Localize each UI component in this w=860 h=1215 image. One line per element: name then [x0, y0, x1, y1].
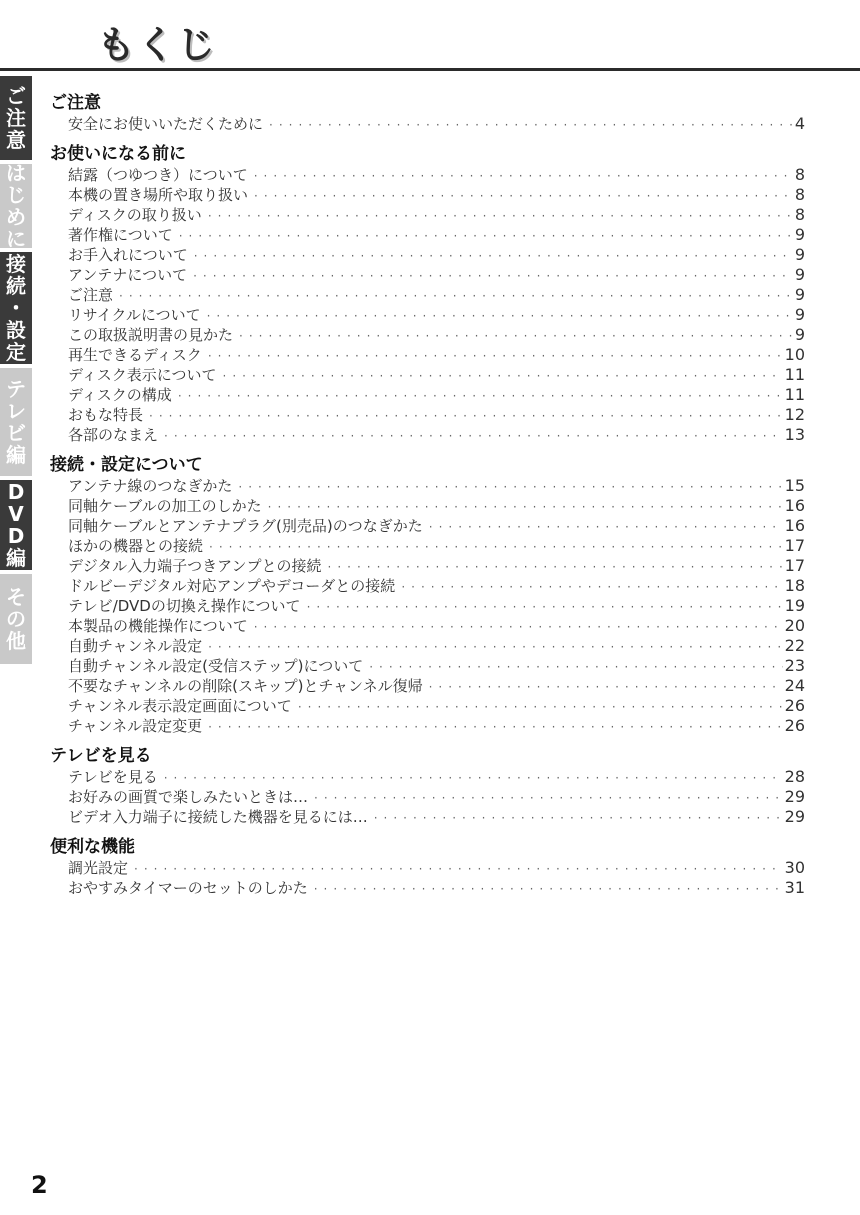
entry-page-number: 30 — [784, 858, 805, 877]
entry-title: アンテナ線のつなぎかた — [68, 477, 233, 495]
section-title: 便利な機能 — [50, 837, 135, 857]
toc-entry[interactable] — [50, 165, 805, 185]
entry-title: テレビ/DVDの切換え操作について — [68, 597, 301, 615]
table-of-contents — [50, 92, 805, 907]
dot-leader — [254, 617, 783, 637]
entry-page-number: 9 — [794, 245, 805, 264]
sidebar-tab-char: 設 — [6, 318, 26, 342]
title-rule — [0, 68, 860, 71]
toc-entry[interactable] — [50, 245, 805, 265]
sidebar-tab-char: 編 — [6, 443, 26, 467]
toc-section — [50, 454, 805, 736]
entry-title: お好みの画質で楽しみたいときは… — [68, 788, 309, 806]
toc-entry[interactable] — [50, 576, 805, 596]
entry-title: おもな特長 — [68, 406, 144, 424]
entry-title: お手入れについて — [68, 246, 188, 264]
toc-entry[interactable] — [50, 636, 805, 656]
entry-page-number: 15 — [784, 476, 805, 495]
entry-page-number: 11 — [784, 365, 805, 384]
sidebar-tab-char: テ — [6, 377, 26, 401]
sidebar-tab[interactable] — [0, 161, 32, 251]
entry-page-number: 29 — [784, 807, 805, 826]
dot-leader — [369, 657, 782, 677]
entry-title: 本製品の機能操作について — [68, 617, 248, 635]
entry-title: テレビを見る — [68, 768, 158, 786]
section-title: テレビを見る — [50, 746, 152, 766]
dot-leader — [178, 386, 783, 406]
toc-entry[interactable] — [50, 476, 805, 496]
entry-title: 自動チャンネル設定 — [68, 637, 203, 655]
dot-leader — [238, 477, 782, 497]
toc-entry[interactable] — [50, 878, 805, 898]
sidebar-tab-char: 他 — [6, 629, 26, 653]
entry-page-number: 16 — [784, 496, 805, 515]
dot-leader — [208, 717, 783, 737]
toc-entry[interactable] — [50, 676, 805, 696]
toc-entry[interactable] — [50, 285, 805, 305]
sidebar-tab-char: め — [6, 205, 26, 229]
toc-entry[interactable] — [50, 365, 805, 385]
entry-page-number: 19 — [784, 596, 805, 615]
sidebar-tab-char: ご — [6, 84, 26, 108]
entry-page-number: 9 — [794, 285, 805, 304]
entry-title: ドルビーデジタル対応アンプやデコーダとの接続 — [68, 577, 396, 595]
entry-page-number: 8 — [794, 205, 805, 224]
sidebar-tab[interactable] — [0, 480, 32, 570]
sidebar-tab-char: レ — [6, 399, 26, 423]
dot-leader — [149, 406, 783, 426]
section-title: 接続・設定について — [50, 455, 203, 475]
section-title: お使いになる前に — [50, 144, 186, 164]
dot-leader — [179, 226, 793, 246]
dot-leader — [254, 186, 793, 206]
entry-title: 同軸ケーブルとアンテナプラグ(別売品)のつなぎかた — [68, 517, 423, 535]
dot-leader — [194, 246, 793, 266]
toc-entry[interactable] — [50, 807, 805, 827]
sidebar-tab-char: 定 — [6, 340, 26, 364]
entry-page-number: 16 — [784, 516, 805, 535]
dot-leader — [429, 677, 783, 697]
toc-entry[interactable] — [50, 536, 805, 556]
sidebar-tab-char: そ — [6, 585, 26, 609]
entry-page-number: 4 — [794, 114, 805, 133]
sidebar-tab-char: 注 — [6, 106, 26, 130]
page-title: もくじ — [97, 23, 218, 67]
entry-page-number: 22 — [784, 636, 805, 655]
toc-entry[interactable] — [50, 114, 805, 134]
entry-page-number: 29 — [784, 787, 805, 806]
toc-entry[interactable] — [50, 385, 805, 405]
dot-leader — [298, 697, 783, 717]
entry-page-number: 17 — [784, 536, 805, 555]
entry-page-number: 11 — [784, 385, 805, 404]
entry-page-number: 12 — [784, 405, 805, 424]
sidebar-tab-char: 意 — [6, 128, 26, 152]
sidebar-tab-char: ビ — [6, 421, 26, 445]
toc-entry[interactable] — [50, 185, 805, 205]
sidebar-tab-char: V — [8, 502, 24, 526]
dot-leader — [314, 788, 783, 808]
dot-leader — [254, 166, 793, 186]
entry-title: リサイクルについて — [68, 306, 201, 324]
dot-leader — [429, 517, 783, 537]
dot-leader — [307, 597, 783, 617]
dot-leader — [193, 266, 793, 286]
dot-leader — [401, 577, 782, 597]
entry-page-number: 23 — [784, 656, 805, 675]
toc-entry[interactable] — [50, 265, 805, 285]
sidebar-index — [0, 76, 32, 668]
toc-entry[interactable] — [50, 616, 805, 636]
entry-page-number: 13 — [784, 425, 805, 444]
entry-title: 各部のなまえ — [68, 426, 159, 444]
toc-entry[interactable] — [50, 787, 805, 807]
dot-leader — [208, 346, 783, 366]
entry-title: 結露（つゆつき）について — [68, 166, 248, 184]
entry-page-number: 18 — [784, 576, 805, 595]
sidebar-tab-char: ・ — [6, 296, 26, 320]
entry-title: デジタル入力端子つきアンプとの接続 — [68, 557, 322, 575]
entry-page-number: 20 — [784, 616, 805, 635]
entry-title: アンテナについて — [68, 266, 188, 284]
entry-title: チャンネル設定変更 — [68, 717, 203, 735]
toc-entry[interactable] — [50, 656, 805, 676]
toc-entry[interactable] — [50, 716, 805, 736]
toc-entry[interactable] — [50, 405, 805, 425]
toc-section — [50, 92, 805, 134]
toc-entry[interactable] — [50, 858, 805, 878]
sidebar-tab-char: は — [6, 161, 26, 185]
toc-entry[interactable] — [50, 767, 805, 787]
entry-title: 不要なチャンネルの削除(スキップ)とチャンネル復帰 — [68, 677, 423, 695]
toc-entry[interactable] — [50, 696, 805, 716]
entry-title: ご注意 — [68, 286, 114, 304]
sidebar-tab-char: D — [7, 480, 25, 504]
toc-entry[interactable] — [50, 205, 805, 225]
toc-section — [50, 143, 805, 445]
section-title: ご注意 — [50, 93, 101, 113]
entry-page-number: 10 — [784, 345, 805, 364]
entry-title: 本機の置き場所や取り扱い — [68, 186, 249, 204]
sidebar-tab-char: D — [7, 524, 25, 548]
toc-entry[interactable] — [50, 325, 805, 345]
entry-title: 同軸ケーブルの加工のしかた — [68, 497, 262, 515]
dot-leader — [208, 637, 783, 657]
dot-leader — [314, 879, 783, 899]
entry-page-number: 28 — [784, 767, 805, 786]
sidebar-tab[interactable] — [0, 574, 32, 664]
dot-leader — [268, 497, 783, 517]
entry-title: 安全にお使いいただくために — [68, 115, 264, 133]
dot-leader — [328, 557, 783, 577]
dot-leader — [374, 808, 783, 828]
toc-entry[interactable] — [50, 345, 805, 365]
sidebar-tab[interactable] — [0, 76, 32, 160]
toc-section — [50, 836, 805, 898]
dot-leader — [208, 206, 793, 226]
sidebar-tab[interactable] — [0, 368, 32, 476]
dot-leader — [119, 286, 793, 306]
dot-leader — [209, 537, 783, 557]
toc-entry[interactable] — [50, 556, 805, 576]
entry-page-number: 9 — [794, 325, 805, 344]
sidebar-tab-char: に — [6, 227, 26, 251]
dot-leader — [207, 306, 793, 326]
dot-leader — [239, 326, 793, 346]
entry-title: 著作権について — [68, 226, 173, 244]
sidebar-tab-char: 続 — [6, 274, 26, 298]
dot-leader — [164, 426, 783, 446]
dot-leader — [269, 115, 793, 135]
toc-entry[interactable] — [50, 516, 805, 536]
toc-entry[interactable] — [50, 225, 805, 245]
entry-title: チャンネル表示設定画面について — [68, 697, 292, 715]
entry-title: おやすみタイマーのセットのしかた — [68, 879, 308, 897]
toc-entry[interactable] — [50, 305, 805, 325]
entry-title: この取扱説明書の見かた — [68, 326, 234, 344]
entry-page-number: 31 — [784, 878, 805, 897]
dot-leader — [223, 366, 783, 386]
sidebar-tab-char: 接 — [6, 252, 26, 276]
sidebar-tab-char: 編 — [6, 546, 26, 570]
entry-page-number: 17 — [784, 556, 805, 575]
toc-entry[interactable] — [50, 425, 805, 445]
entry-title: ディスクの取り扱い — [68, 206, 202, 224]
entry-title: ビデオ入力端子に接続した機器を見るには… — [68, 808, 368, 826]
entry-title: 自動チャンネル設定(受信ステップ)について — [68, 657, 364, 675]
entry-page-number: 24 — [784, 676, 805, 695]
entry-page-number: 8 — [794, 185, 805, 204]
dot-leader — [164, 768, 783, 788]
toc-section — [50, 745, 805, 827]
entry-title: ほかの機器との接続 — [68, 537, 204, 555]
entry-title: ディスク表示について — [68, 366, 217, 384]
entry-page-number: 9 — [794, 265, 805, 284]
toc-entry[interactable] — [50, 496, 805, 516]
entry-page-number: 26 — [784, 696, 805, 715]
entry-title: 調光設定 — [68, 859, 129, 877]
page-number: 2 — [31, 1171, 48, 1199]
sidebar-tab-char: じ — [6, 183, 26, 207]
sidebar-tab[interactable] — [0, 252, 32, 364]
entry-page-number: 9 — [794, 225, 805, 244]
entry-page-number: 9 — [794, 305, 805, 324]
sidebar-tab-char: の — [6, 607, 26, 631]
toc-entry[interactable] — [50, 596, 805, 616]
entry-page-number: 26 — [784, 716, 805, 735]
entry-title: 再生できるディスク — [68, 346, 202, 364]
entry-title: ディスクの構成 — [68, 386, 172, 404]
entry-page-number: 8 — [794, 165, 805, 184]
dot-leader — [134, 859, 783, 879]
